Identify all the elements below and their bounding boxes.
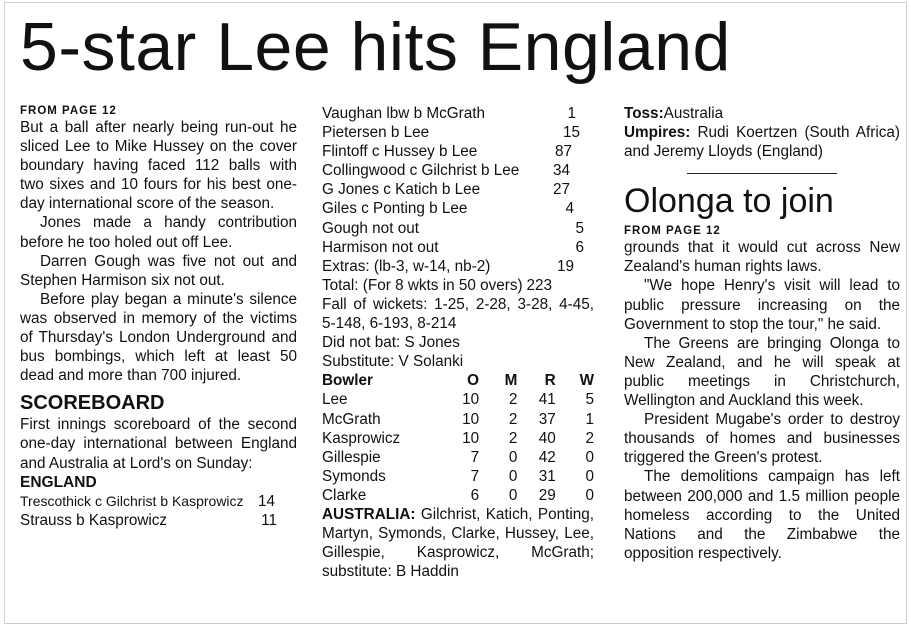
article-paragraph: The Greens are bringing Olonga to New Zealand, and he will speak at public meetings in Christchurch, Wellington and Auckland this week. [624,334,900,410]
batsman-runs: 14 [257,492,275,510]
headline: 5-star Lee hits England [20,9,731,85]
bowler-wickets: 0 [585,486,595,504]
england-label: ENGLAND [20,473,97,491]
bowler-overs: 10 [462,410,480,428]
toss-label: Toss: [624,105,664,122]
bowler-name: McGrath [322,410,381,428]
bowler-maidens: 2 [508,429,518,447]
bowler-name: Gillespie [322,448,381,466]
bowler-header: Bowler [322,372,373,390]
bowler-runs: 29 [538,486,556,504]
toss-value: Australia [663,105,724,122]
article-paragraph: President Mugabe's order to destroy thousands of homes and businesses triggered the Green's protest. [624,411,900,467]
scoreboard-intro: First innings scoreboard of the second one-day international between England and Australia at Lord's on Sunday: [20,416,297,472]
batsman-runs: 11 [261,511,277,529]
batsman-dismissal: Pietersen b Lee [322,124,430,142]
batting-row [322,104,594,123]
column-middle [322,104,594,581]
wickets-header: W [579,372,595,390]
bowler-overs: 7 [470,448,480,466]
bowler-name: Kasprowicz [322,429,401,447]
runs-header: R [544,372,556,390]
umpires-line [624,123,900,161]
bowler-overs: 10 [462,429,480,447]
batsman-dismissal: Giles c Ponting b Lee [322,200,468,218]
bowler-overs: 7 [470,467,480,485]
bowler-overs: 10 [462,391,480,409]
bowler-wickets: 2 [585,429,595,447]
bowling-header [322,371,594,390]
batsman-dismissal: Vaughan lbw b McGrath [322,105,485,122]
batting-row [322,238,594,257]
article-paragraph: Darren Gough was five not out and Stephen Harmison six not out. [20,252,297,289]
bowling-row [322,486,594,505]
bowler-maidens: 0 [508,448,518,466]
batsman-runs: 34 [552,162,570,180]
batsman-dismissal: Strauss b Kasprowicz [20,511,168,529]
article-paragraph: But a ball after nearly being run-out he sliced Lee to Mike Hussey on the cover boundary having faced 112 balls with two sixes and 10 fours for his best one-day international score of the season. [20,119,297,213]
story-headline: Olonga to join [624,182,834,221]
umpires-label: Umpires: [624,124,691,142]
bowler-runs: 40 [538,429,556,447]
article-paragraph: Before play began a minute's silence was observed in memory of the victims of Thursday's London Underground and bus bombings, which left at least 50 dead and more than 700 injured. [20,290,297,385]
article-paragraph: "We hope Henry's visit will lead to public pressure increasing on the Government to stop the tour," he said. [624,277,900,333]
bowler-wickets: 1 [585,410,595,428]
section-divider [687,173,837,174]
batsman-dismissal: Harmison not out [322,238,439,256]
bowler-runs: 37 [538,410,556,428]
bowling-row [322,467,594,486]
umpires-value: Rudi Koertzen (South Africa) and Jeremy Lloyds (England) [624,124,901,161]
batsman-runs: 27 [552,181,570,199]
bowler-maidens: 2 [508,391,518,409]
article-paragraph: grounds that it would cut across New Zealand's human rights laws. [624,239,900,276]
scoreboard-title: SCOREBOARD [20,392,165,415]
bowler-runs: 31 [538,467,556,485]
article-paragraph: The demolitions campaign has left between 200,000 and 1.5 million people homeless according to the United Nations and the Zimbabwe the opposition respectively. [624,468,900,562]
toss-line [624,104,900,123]
extras-label: Extras: (lb-3, w-14, nb-2) [322,257,491,275]
bowler-name: Symonds [322,467,386,485]
bowler-wickets: 5 [585,391,595,409]
batsman-runs: 6 [575,238,584,256]
batsman-runs: 1 [567,105,576,122]
batsman-dismissal: Trescothick c Gilchrist b Kasprowicz [20,492,244,509]
bowler-maidens: 2 [508,410,518,428]
total-runs: 223 [526,276,552,294]
column-right [624,104,900,563]
article-paragraph: Jones made a handy contribution before he too holed out off Lee. [20,214,297,251]
batsman-dismissal: Collingwood c Gilchrist b Lee [322,162,520,180]
batting-row [322,161,594,180]
bowler-overs: 6 [470,486,480,504]
bowler-runs: 42 [538,448,556,466]
batting-row [20,511,297,530]
extras-row [322,257,594,276]
bowler-maidens: 0 [508,467,518,485]
batsman-dismissal: Flintoff c Hussey b Lee [322,143,478,161]
did-not-bat: Did not bat: S Jones [322,334,460,352]
total-row [322,276,594,295]
maidens-header: M [504,372,518,390]
bowler-wickets: 0 [585,467,595,485]
batsman-dismissal: Gough not out [322,219,419,237]
batsman-dismissal: G Jones c Katich b Lee [322,181,481,199]
batting-row [322,123,594,142]
substitute: Substitute: V Solanki [322,353,464,371]
batting-row [322,199,594,218]
bowling-row [322,390,594,409]
column-left [20,104,297,530]
batsman-runs: 15 [562,124,580,142]
australia-label: AUSTRALIA: [322,505,416,523]
total-label: Total: (For 8 wkts in 50 overs) [322,276,523,294]
kicker-from-page: FROM PAGE 12 [20,105,117,117]
bowler-name: Clarke [322,486,367,504]
extras-runs: 19 [556,257,574,275]
batsman-runs: 5 [575,219,584,237]
batsman-runs: 4 [565,200,574,218]
bowler-wickets: 0 [585,448,595,466]
kicker-from-page: FROM PAGE 12 [624,225,721,238]
bowling-row [322,448,594,467]
overs-header: O [467,372,480,390]
batting-row [20,492,297,511]
fall-of-wickets: Fall of wickets: 1-25, 2-28, 3-28, 4-45, 5-148, 6-193, 8-214 [322,295,594,333]
bowler-runs: 41 [538,391,556,409]
bowling-row [322,429,594,448]
bowling-row [322,410,594,429]
batting-row [322,219,594,238]
batting-row [322,142,594,161]
australia-players: Gilchrist, Katich, Ponting, Martyn, Symonds, Clarke, Hussey, Lee, Gillespie, Kasprowicz, McGrath; substitute: B Haddin [322,505,594,581]
batting-row [322,180,594,199]
australia-team [322,505,594,581]
bowler-name: Lee [322,391,348,409]
bowler-maidens: 0 [508,486,518,504]
batsman-runs: 87 [554,143,572,161]
